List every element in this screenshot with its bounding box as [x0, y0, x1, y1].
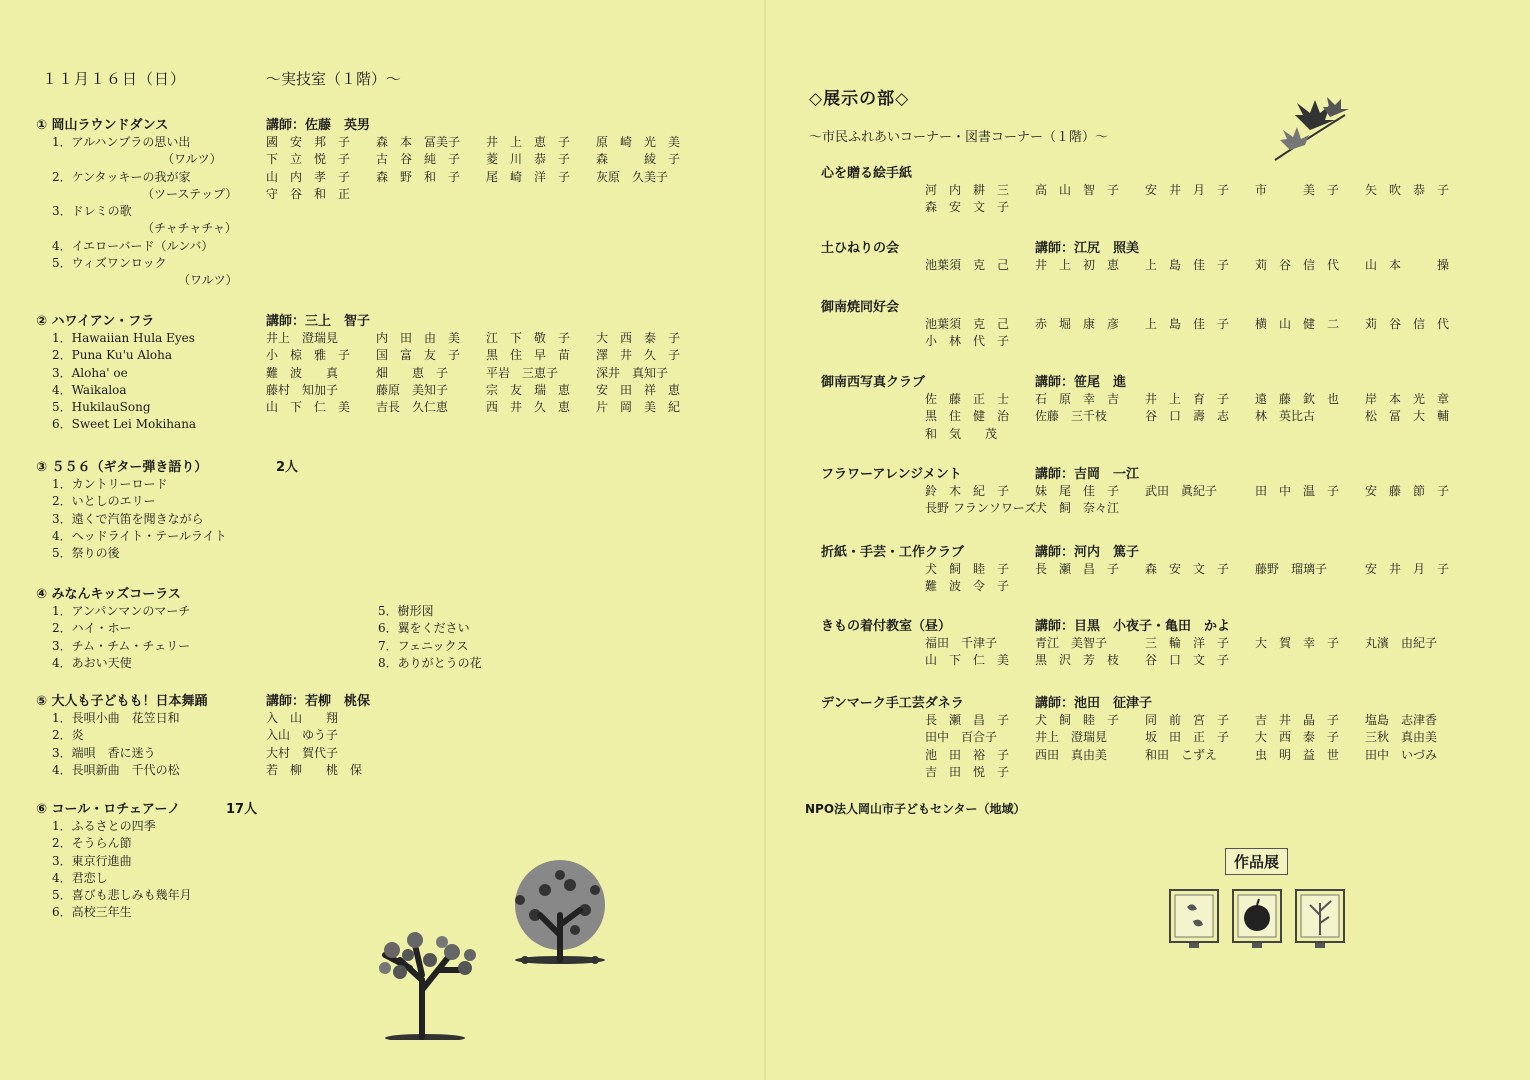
member-name: 西田 真由美: [1035, 747, 1108, 762]
member-name: 妹 尾 佳 子: [1035, 484, 1120, 498]
member-name: 片 岡 美 紀: [596, 400, 681, 415]
member-name: 難 波 令 子: [925, 579, 1010, 594]
member-name: 田中 百合子: [925, 730, 998, 745]
member-name: 市 美 子: [1255, 183, 1340, 197]
member-list: [925, 391, 1475, 443]
song-item: 2．ハイ・ホー: [52, 621, 132, 636]
group-teacher: 講師：笹尾 進: [1035, 375, 1127, 390]
member-name: 和 気 茂: [925, 426, 998, 441]
member-name: 山 下 仁 美: [925, 653, 1010, 668]
member-name: 苅 谷 信 代: [1255, 258, 1340, 272]
group-title: ⑥ コール・ロチェアーノ: [36, 802, 181, 817]
member-name: 田中 いづみ: [1365, 747, 1438, 762]
song-item: 2．いとしのエリー: [52, 494, 156, 509]
exhibition-badge: 作品展: [1225, 848, 1288, 875]
song-item: 1．長唄小曲 花笠日和: [52, 711, 180, 725]
member-name: 江 下 敬 子: [486, 331, 571, 345]
member-name: 池 田 裕 子: [925, 747, 1010, 762]
leaf-frame-icon: [1170, 890, 1218, 948]
member-list: [925, 182, 1475, 217]
member-name: 大 西 泰 子: [1255, 730, 1340, 745]
song-item: 3．Aloha' oe: [52, 365, 128, 380]
member-name: 安 井 月 子: [1145, 183, 1230, 197]
member-name: 吉長 久仁恵: [376, 400, 449, 415]
member-name: 森 本 冨美子: [376, 135, 461, 149]
group-teacher: 2人: [276, 460, 299, 475]
artwork-frames: [1165, 885, 1355, 955]
song-item: （チャチャチャ）: [142, 221, 237, 236]
member-name: 森 安 文 子: [925, 200, 1010, 215]
member-name: 林 英比古: [1255, 409, 1316, 424]
song-item: 3．遠くで汽笛を聞きながら: [52, 511, 204, 526]
member-name: 鈴 木 紀 子: [925, 484, 1010, 498]
member-name: 入山 ゆう子: [266, 728, 339, 743]
song-item: 4．長唄新曲 千代の松: [52, 762, 180, 777]
group-teacher: 講師：吉岡 一江: [1035, 467, 1140, 482]
song-item: 5．祭りの後: [52, 546, 120, 561]
group-teacher: 講師：河内 篤子: [1035, 545, 1140, 560]
tree-icon: [370, 860, 620, 1040]
member-name: 横 山 健 二: [1255, 317, 1340, 331]
group-teacher: 講師：佐藤 英男: [266, 118, 371, 133]
member-name: 井 上 初 恵: [1035, 258, 1120, 272]
group-title: 御南西写真クラブ: [821, 375, 926, 390]
member-name: 山 下 仁 美: [266, 400, 351, 415]
member-name: 宗 友 瑞 恵: [486, 382, 571, 397]
member-name: 難 波 真: [266, 365, 339, 380]
member-name: 河 内 耕 三: [925, 183, 1010, 197]
member-name: 入 山 翔: [266, 711, 339, 725]
song-item: 6．高校三年生: [52, 905, 132, 920]
song-item: 5．樹形図: [378, 604, 434, 618]
member-name: 井上 澄瑞見: [1035, 730, 1108, 745]
song-item: 3．端唄 香に迷う: [52, 745, 156, 760]
group-teacher: 講師：三上 智子: [266, 314, 371, 329]
member-name: 安 田 祥 恵: [596, 382, 681, 397]
member-name: 小 林 代 子: [925, 334, 1010, 349]
member-list: [925, 257, 1475, 274]
member-name: 遠 藤 欽 也: [1255, 392, 1340, 406]
member-name: 下 立 悦 子: [266, 152, 351, 167]
member-name: 深井 真知子: [596, 365, 669, 380]
song-item: 4．ヘッドライト・テールライト: [52, 528, 227, 543]
song-item: 1．カントリーロード: [52, 477, 168, 491]
right-page: [765, 0, 1530, 1080]
member-name: 長 瀬 昌 子: [925, 713, 1010, 727]
member-name: 内 田 由 美: [376, 331, 461, 345]
song-item: 6．翼をください: [378, 621, 470, 636]
member-name: 黒 住 健 治: [925, 409, 1010, 424]
member-name: 大 西 泰 子: [596, 331, 681, 345]
song-item: 3．ドレミの歌: [52, 204, 132, 219]
member-name: 原 崎 光 美: [596, 135, 681, 149]
member-name: 犬 飼 奈々江: [1035, 501, 1120, 516]
member-name: 岸 本 光 章: [1365, 392, 1450, 406]
member-name: 高 山 智 子: [1035, 183, 1120, 197]
member-name: 長野 フランソワーズ: [925, 501, 1037, 516]
member-list: [266, 134, 706, 203]
member-name: 井上 澄瑞見: [266, 331, 339, 345]
song-item: 4．君恋し: [52, 870, 108, 885]
member-name: 松 冨 大 輔: [1365, 409, 1450, 424]
group-teacher: 講師：江尻 照美: [1035, 241, 1140, 256]
song-item: 2．ケンタッキーの我が家: [52, 169, 191, 184]
member-name: 坂 田 正 子: [1145, 730, 1230, 745]
member-list: [925, 712, 1475, 781]
member-name: 塩島 志津香: [1365, 713, 1438, 727]
song-item: 1．アルハンブラの思い出: [52, 135, 191, 149]
song-item: 8．ありがとうの花: [378, 655, 482, 670]
member-name: 守 谷 和 正: [266, 186, 351, 201]
member-name: 古 谷 純 子: [376, 152, 461, 167]
song-item: 2．そうらん節: [52, 836, 132, 851]
song-list: [52, 476, 227, 562]
member-name: 灰原 久美子: [596, 169, 669, 184]
member-list: [925, 316, 1475, 351]
member-name: 池葉須 克 己: [925, 317, 1010, 331]
group-teacher: 講師：池田 征津子: [1035, 696, 1153, 711]
member-name: 井 上 育 子: [1145, 392, 1230, 406]
song-item: 1．Hawaiian Hula Eyes: [52, 331, 195, 345]
song-item: 1．アンパンマンのマーチ: [52, 604, 191, 618]
apple-frame-icon: [1233, 890, 1281, 948]
song-item: （ワルツ）: [162, 152, 222, 167]
member-name: 藤野 瑠璃子: [1255, 562, 1328, 576]
member-name: 佐 藤 正 士: [925, 392, 1010, 406]
member-name: 長 瀬 昌 子: [1035, 562, 1120, 576]
song-item: 5．HukilauSong: [52, 400, 151, 415]
member-name: 森 綾 子: [596, 152, 681, 167]
group-title: 土ひねりの会: [821, 241, 900, 256]
npo-credit: NPO法人岡山市子どもセンター（地域）: [805, 802, 1026, 816]
group-title: ① 岡山ラウンドダンス: [36, 118, 169, 133]
song-item: 4．あおい天使: [52, 655, 132, 670]
member-name: 和田 こずえ: [1145, 747, 1218, 762]
member-name: 同 前 宮 子: [1145, 713, 1230, 727]
member-list: [925, 483, 1475, 518]
room-title: ～実技室（１階）～: [266, 70, 402, 88]
member-name: 若 柳 桃 保: [266, 762, 363, 777]
member-name: 山 本 操: [1365, 258, 1450, 272]
song-list-2: [378, 603, 482, 672]
member-list: [925, 561, 1475, 596]
member-name: 澤 井 久 子: [596, 348, 681, 363]
member-name: 藤原 美知子: [376, 382, 449, 397]
group-title: きもの着付教室（昼）: [821, 619, 952, 634]
exhibit-subtitle: ～市民ふれあいコーナー・図書コーナー（１階）～: [809, 130, 1109, 145]
member-name: 森 野 和 子: [376, 169, 461, 184]
branch-frame-icon: [1296, 890, 1344, 948]
member-name: 吉 井 晶 子: [1255, 713, 1340, 727]
member-name: 吉 田 悦 子: [925, 764, 1010, 779]
group-teacher: 17人: [226, 802, 258, 817]
member-name: 井 上 恵 子: [486, 135, 571, 149]
group-title: ② ハワイアン・フラ: [36, 314, 155, 329]
group-title: 心を贈る絵手紙: [821, 166, 913, 181]
member-name: 石 原 幸 吉: [1035, 392, 1120, 406]
song-item: （ワルツ）: [178, 273, 238, 288]
group-title: フラワーアレンジメント: [821, 467, 962, 482]
group-teacher: 講師：目黒 小夜子・亀田 かよ: [1035, 619, 1231, 634]
member-name: 佐藤 三千枝: [1035, 409, 1108, 424]
member-name: 平岩 三恵子: [486, 365, 559, 380]
member-list: [925, 635, 1475, 670]
member-name: 三秋 真由美: [1365, 730, 1438, 745]
member-name: 谷 口 文 子: [1145, 653, 1230, 668]
member-name: 虫 明 益 世: [1255, 747, 1340, 762]
member-name: 上 島 佳 子: [1145, 258, 1230, 272]
member-list: [266, 710, 376, 779]
song-item: 6．Sweet Lei Mokihana: [52, 417, 197, 432]
song-list: [52, 603, 190, 672]
member-name: 黒 沢 芳 枝: [1035, 653, 1120, 668]
group-title: ⑤ 大人も子どもも！日本舞踊: [36, 694, 208, 709]
song-list: [52, 330, 196, 434]
group-title: ④ みなんキッズコーラス: [36, 587, 181, 602]
member-name: 畑 恵 子: [376, 365, 449, 380]
member-name: 矢 吹 恭 子: [1365, 183, 1450, 197]
member-name: 大 賀 幸 子: [1255, 636, 1340, 650]
song-item: 2．Puna Ku'u Aloha: [52, 348, 173, 363]
member-name: 黒 住 早 苗: [486, 348, 571, 363]
member-name: 池葉須 克 己: [925, 258, 1010, 272]
song-item: 5．ウィズワンロック: [52, 256, 167, 271]
member-name: 藤村 知加子: [266, 382, 339, 397]
event-date: １１月１６日（日）: [42, 70, 187, 88]
member-name: 大村 賀代子: [266, 745, 339, 760]
member-name: 犬 飼 睦 子: [1035, 713, 1120, 727]
group-teacher: 講師：若柳 桃保: [266, 694, 371, 709]
member-name: 尾 崎 洋 子: [486, 169, 571, 184]
member-name: 田 中 温 子: [1255, 484, 1340, 498]
member-name: 安 井 月 子: [1365, 562, 1450, 576]
song-item: （ツーステップ）: [142, 186, 238, 201]
group-title: ③ ５５６（ギター弾き語り）: [36, 460, 208, 475]
song-item: 5．喜びも悲しみも幾年月: [52, 888, 192, 903]
song-item: 7．フェニックス: [378, 638, 469, 653]
song-list: [52, 710, 180, 779]
member-name: 小 椋 雅 子: [266, 348, 351, 363]
member-name: 丸濱 由紀子: [1365, 636, 1438, 650]
member-name: 犬 飼 睦 子: [925, 562, 1010, 576]
song-item: 4．Waikaloa: [52, 382, 127, 397]
group-title: デンマーク手工芸ダネラ: [821, 696, 964, 711]
member-name: 苅 谷 信 代: [1365, 317, 1450, 331]
member-name: 西 井 久 恵: [486, 400, 571, 415]
big-tree-icon: [515, 860, 605, 964]
member-name: 國 安 邦 子: [266, 135, 351, 149]
song-list: [52, 818, 192, 922]
member-name: 青江 美智子: [1035, 636, 1108, 650]
member-name: 安 藤 節 子: [1365, 484, 1450, 498]
maple-leaf-icon: [1265, 95, 1355, 165]
member-name: 菱 川 恭 子: [486, 152, 571, 167]
member-name: 赤 堀 康 彦: [1035, 317, 1120, 331]
exhibit-title: ◇展示の部◇: [809, 89, 910, 109]
song-item: 3．チム・チム・チェリー: [52, 638, 191, 653]
small-tree-icon: [379, 932, 476, 1040]
member-name: 山 内 孝 子: [266, 169, 351, 184]
member-list: [266, 330, 706, 416]
song-item: 4．イエローバード（ルンバ）: [52, 238, 214, 253]
member-name: 福田 千津子: [925, 636, 998, 650]
member-name: 国 富 友 子: [376, 348, 461, 363]
group-title: 折紙・手芸・工作クラブ: [821, 545, 965, 560]
group-title: 御南焼同好会: [821, 300, 900, 315]
member-name: 武田 眞紀子: [1145, 484, 1218, 498]
member-name: 上 島 佳 子: [1145, 317, 1230, 331]
member-name: 谷 口 壽 志: [1145, 409, 1230, 424]
song-item: 1．ふるさとの四季: [52, 819, 156, 833]
song-item: 2．炎: [52, 728, 84, 743]
member-name: 森 安 文 子: [1145, 562, 1230, 576]
member-name: 三 輪 洋 子: [1145, 636, 1230, 650]
song-item: 3．東京行進曲: [52, 853, 132, 868]
song-list: [52, 134, 238, 290]
